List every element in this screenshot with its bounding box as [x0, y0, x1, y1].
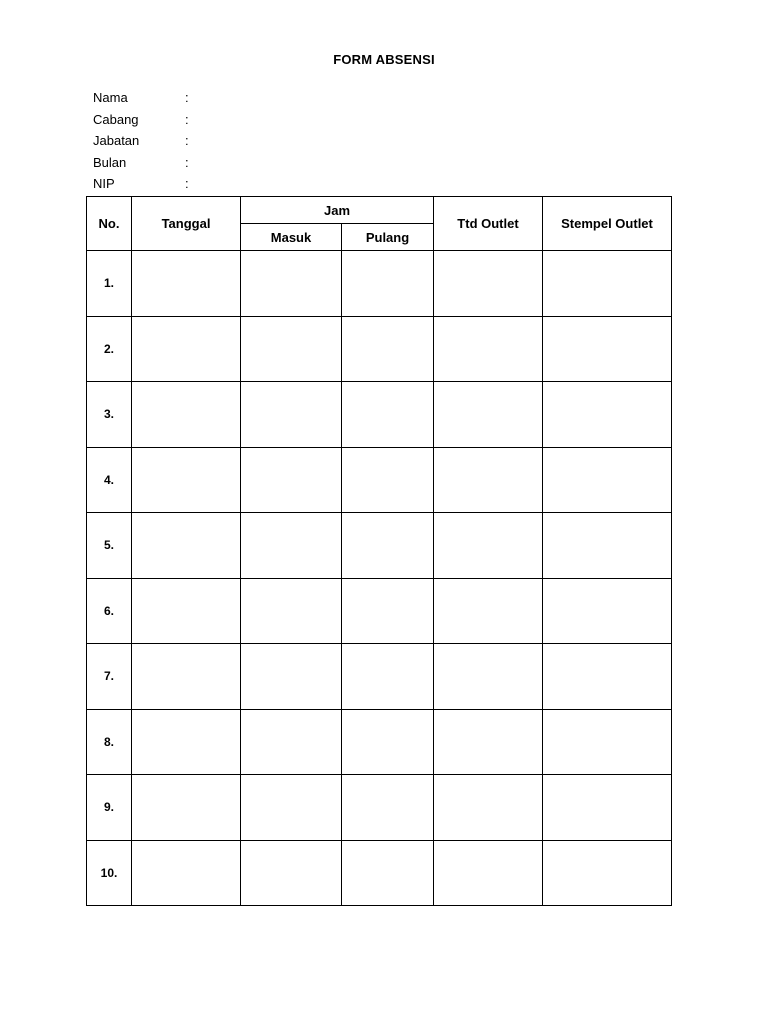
tanggal-cell[interactable]	[132, 840, 241, 906]
ttd-outlet-cell[interactable]	[434, 513, 543, 579]
row-number: 1.	[87, 251, 132, 317]
stempel-outlet-cell[interactable]	[543, 709, 672, 775]
tanggal-cell[interactable]	[132, 644, 241, 710]
pulang-cell[interactable]	[342, 840, 434, 906]
header-no: No.	[87, 197, 132, 251]
row-number: 8.	[87, 709, 132, 775]
masuk-cell[interactable]	[241, 840, 342, 906]
table-row	[87, 644, 672, 710]
masuk-cell[interactable]	[241, 513, 342, 579]
ttd-outlet-cell[interactable]	[434, 251, 543, 317]
header-tanggal: Tanggal	[132, 197, 241, 251]
row-number: 5.	[87, 513, 132, 579]
row-number: 9.	[87, 775, 132, 841]
masuk-cell[interactable]	[241, 316, 342, 382]
ttd-outlet-cell[interactable]	[434, 644, 543, 710]
table-row	[87, 447, 672, 513]
field-label-bulan: Bulan	[93, 154, 127, 170]
header-jam: Jam	[241, 197, 434, 224]
stempel-outlet-cell[interactable]	[543, 840, 672, 906]
row-number: 2.	[87, 316, 132, 382]
tanggal-cell[interactable]	[132, 709, 241, 775]
pulang-cell[interactable]	[342, 578, 434, 644]
ttd-outlet-cell[interactable]	[434, 316, 543, 382]
pulang-cell[interactable]	[342, 513, 434, 579]
masuk-cell[interactable]	[241, 709, 342, 775]
ttd-outlet-cell[interactable]	[434, 578, 543, 644]
tanggal-cell[interactable]	[132, 513, 241, 579]
tanggal-cell[interactable]	[132, 775, 241, 841]
row-number: 7.	[87, 644, 132, 710]
stempel-outlet-cell[interactable]	[543, 513, 672, 579]
field-colon: :	[185, 133, 189, 148]
table-row	[87, 578, 672, 644]
field-colon: :	[185, 90, 189, 105]
ttd-outlet-cell[interactable]	[434, 382, 543, 448]
stempel-outlet-cell[interactable]	[543, 382, 672, 448]
pulang-cell[interactable]	[342, 447, 434, 513]
tanggal-cell[interactable]	[132, 251, 241, 317]
header-ttd-outlet: Ttd Outlet	[434, 197, 543, 251]
tanggal-cell[interactable]	[132, 316, 241, 382]
row-number: 3.	[87, 382, 132, 448]
ttd-outlet-cell[interactable]	[434, 840, 543, 906]
stempel-outlet-cell[interactable]	[543, 316, 672, 382]
field-label-nip: NIP	[93, 176, 115, 191]
tanggal-cell[interactable]	[132, 382, 241, 448]
pulang-cell[interactable]	[342, 644, 434, 710]
masuk-cell[interactable]	[241, 447, 342, 513]
stempel-outlet-cell[interactable]	[543, 775, 672, 841]
ttd-outlet-cell[interactable]	[434, 447, 543, 513]
table-row	[87, 316, 672, 382]
tanggal-cell[interactable]	[132, 578, 241, 644]
table-row	[87, 709, 672, 775]
ttd-outlet-cell[interactable]	[434, 709, 543, 775]
masuk-cell[interactable]	[241, 251, 342, 317]
table-row	[87, 775, 672, 841]
field-label-cabang: Cabang	[93, 111, 139, 127]
pulang-cell[interactable]	[342, 316, 434, 382]
header-masuk: Masuk	[241, 224, 342, 251]
stempel-outlet-cell[interactable]	[543, 644, 672, 710]
row-number: 6.	[87, 578, 132, 644]
table-row	[87, 382, 672, 448]
table-header-row	[87, 197, 672, 224]
stempel-outlet-cell[interactable]	[543, 578, 672, 644]
masuk-cell[interactable]	[241, 775, 342, 841]
row-number: 4.	[87, 447, 132, 513]
header-stempel-outlet: Stempel Outlet	[543, 197, 672, 251]
table-row	[87, 513, 672, 579]
ttd-outlet-cell[interactable]	[434, 775, 543, 841]
stempel-outlet-cell[interactable]	[543, 251, 672, 317]
pulang-cell[interactable]	[342, 709, 434, 775]
stempel-outlet-cell[interactable]	[543, 447, 672, 513]
attendance-table	[86, 196, 672, 906]
field-colon: :	[185, 154, 189, 170]
field-colon: :	[185, 111, 189, 127]
field-label-nama: Nama	[93, 90, 128, 105]
pulang-cell[interactable]	[342, 775, 434, 841]
pulang-cell[interactable]	[342, 382, 434, 448]
table-row	[87, 251, 672, 317]
tanggal-cell[interactable]	[132, 447, 241, 513]
header-pulang: Pulang	[342, 224, 434, 251]
field-label-jabatan: Jabatan	[93, 133, 140, 148]
masuk-cell[interactable]	[241, 382, 342, 448]
field-colon: :	[185, 176, 189, 191]
row-number: 10.	[87, 840, 132, 906]
pulang-cell[interactable]	[342, 251, 434, 317]
table-row	[87, 840, 672, 906]
form-title: FORM ABSENSI	[333, 52, 435, 67]
masuk-cell[interactable]	[241, 578, 342, 644]
masuk-cell[interactable]	[241, 644, 342, 710]
